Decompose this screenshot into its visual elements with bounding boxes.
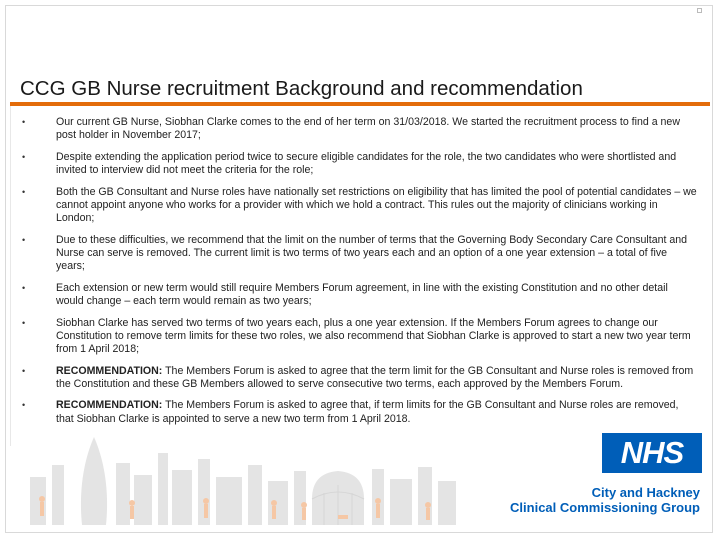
- org-name-line2: Clinical Commissioning Group: [510, 500, 700, 515]
- bullet-dot: •: [22, 400, 26, 411]
- bullet-dot: •: [22, 186, 26, 197]
- bullet-dot: •: [22, 365, 26, 376]
- bullet-bold: RECOMMENDATION:: [56, 399, 163, 412]
- bullet-item: [22, 151, 698, 178]
- bullet-item: [22, 282, 698, 309]
- bullet-item: [22, 365, 698, 392]
- nhs-logo: [602, 433, 702, 473]
- corner-marker: [697, 8, 702, 13]
- slide-title: CCG GB Nurse recruitment Background and recommendation: [20, 77, 583, 100]
- bullet-dot: •: [22, 151, 26, 162]
- bullet-dot: •: [22, 117, 26, 127]
- side-rule: [10, 106, 11, 446]
- bullet-dot: •: [22, 317, 26, 328]
- bullet-item: [22, 317, 698, 357]
- bullet-item: [22, 186, 698, 226]
- bullet-text: Our current GB Nurse, Siobhan Clarke comes to the end of her term on 31/03/2018. We started the recruitment process to find a new post holder in November 2017;: [56, 116, 680, 142]
- bullet-text: Despite extending the application period twice to secure eligible candidates for the role, the two candidates who were shortlisted and invited to interview did not meet the criteria for the role;: [56, 150, 677, 177]
- title-bar: [10, 68, 710, 106]
- bullet-item: [22, 234, 698, 274]
- bullet-text: Due to these difficulties, we recommend that the limit on the number of terms that the Governing Body Secondary Care Consultant and Nurse can serve is removed. The current limit is two terms of two years each and an option of a one year extension – a total of five years;: [56, 233, 688, 273]
- nhs-logo-text: NHS: [620, 435, 684, 470]
- bullet-dot: •: [22, 234, 26, 245]
- bullet-text: Siobhan Clarke has served two terms of two years each, plus a one year extension. If the Members Forum agrees to change our Constitution to remove term limits for these two roles, we also recommend that Siobhan Clarke is approved to start a new two year term from 1 April 2018;: [56, 316, 691, 356]
- bullet-text: Each extension or new term would still require Members Forum agreement, in line with the existing Constitution and no other detail would change – each term would remain as two years;: [56, 281, 668, 308]
- org-name-line1: City and Hackney: [591, 485, 700, 500]
- bullet-text: Both the GB Consultant and Nurse roles have nationally set restrictions on eligibility that has limited the pool of potential candidates – we cannot appoint anyone who works for a provider with which we hold a contract. This rules out the majority of clinicians working in London;: [56, 185, 697, 225]
- city-skyline-illustration: [12, 415, 477, 525]
- bullet-text: The Members Forum is asked to agree that, if term limits for the GB Consultant and Nurse roles are removed, that Siobhan Clarke is appointed to serve a new two term from 1 April 2018.: [56, 399, 679, 425]
- bullet-dot: •: [22, 282, 26, 293]
- bullet-item: [22, 116, 698, 143]
- bullet-bold: RECOMMENDATION:: [56, 364, 163, 377]
- bullet-list: [22, 116, 698, 434]
- bullet-text: The Members Forum is asked to agree that the term limit for the GB Consultant and Nurse roles is removed from the Constitution and these GB Members allowed to serve consecutive two terms, each approved by the Members Forum.: [56, 364, 694, 390]
